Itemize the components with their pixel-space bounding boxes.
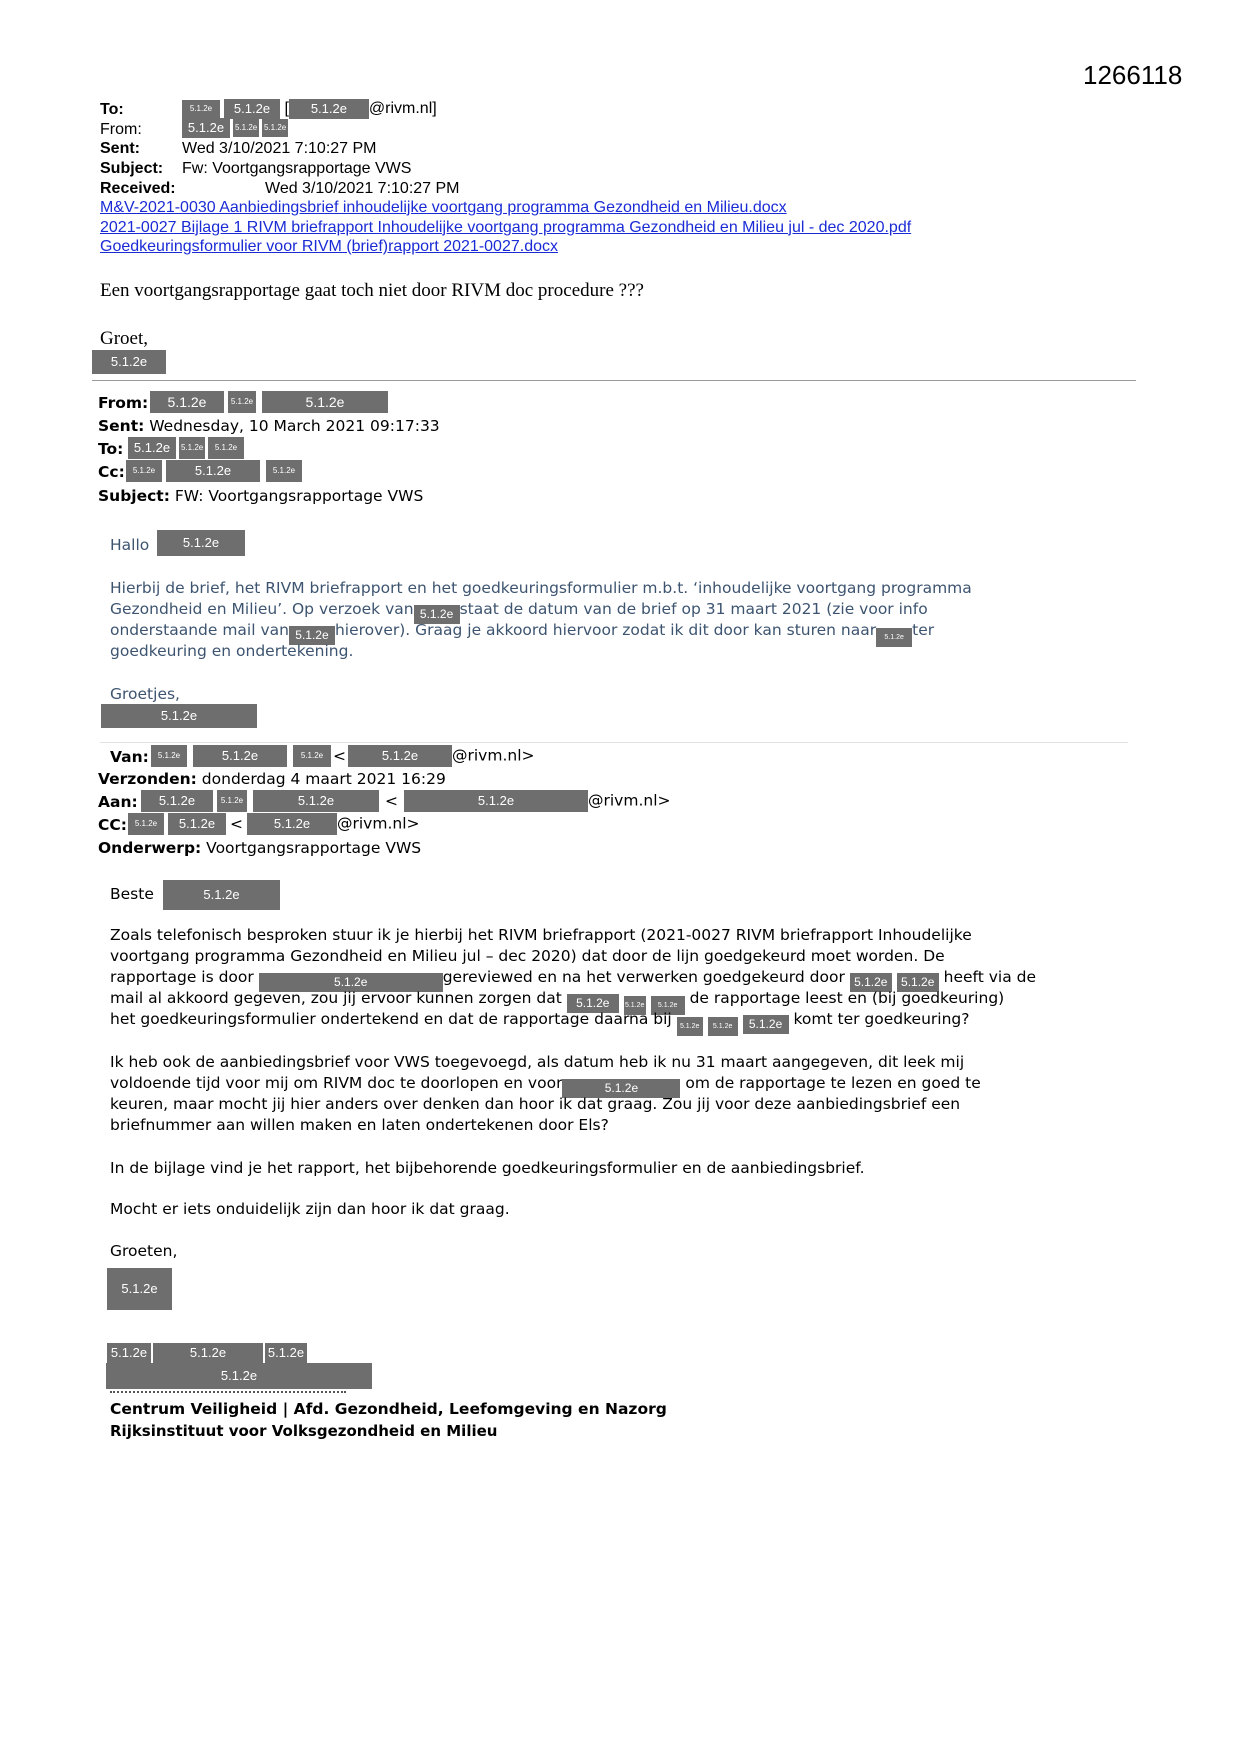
message3-greeting: Beste bbox=[110, 885, 154, 903]
signature-divider bbox=[110, 1391, 346, 1393]
redaction: 5.1.2e bbox=[224, 99, 280, 119]
message3-line: keuren, maar mocht jij hier anders over denken dan hoor ik dat graag. Zou jij voor deze aanbiedingsbrief een bbox=[110, 1095, 961, 1113]
redaction: 5.1.2e bbox=[208, 437, 244, 459]
header3-from-value: 5.1.2e 5.1.2e 5.1.2e < 5.1.2e @rivm.nl> bbox=[151, 745, 535, 767]
message3-line: Ik heb ook de aanbiedingsbrief voor VWS toegevoegd, als datum heb ik nu 31 maart aangegeven, dit leek mij bbox=[110, 1053, 965, 1071]
signature-redaction: 5.1.2e bbox=[92, 350, 166, 374]
message3-line: mail al akkoord gegeven, zou jij ervoor kunnen zorgen dat 5.1.2e 5.1.2e 5.1.2e de rapportage leest en (bij goedkeuring) bbox=[110, 988, 1004, 1015]
separator-line bbox=[100, 742, 1128, 743]
received-label: Received: bbox=[100, 180, 176, 197]
redaction: 5.1.2e bbox=[289, 626, 335, 645]
redaction: 5.1.2e bbox=[233, 119, 259, 137]
message3-line: Zoals telefonisch besproken stuur ik je hierbij het RIVM briefrapport (2021-0027 RIVM briefrapport Inhoudelijke bbox=[110, 926, 972, 944]
message3-line: het goedkeuringsformulier ondertekend en dat de rapportage daarna bij 5.1.2e 5.1.2e 5.1.2e komt ter goedkeuring? bbox=[110, 1009, 969, 1036]
redaction: 5.1.2e bbox=[128, 437, 176, 459]
redaction: 5.1.2e bbox=[348, 745, 452, 767]
message2-greeting: Hallo bbox=[110, 536, 150, 554]
redaction: 5.1.2e bbox=[151, 745, 187, 767]
header1-to-value: 5.1.2e 5.1.2e [ 5.1.2e @rivm.nl] bbox=[182, 99, 437, 119]
redaction: 5.1.2e bbox=[624, 996, 646, 1015]
redaction: 5.1.2e bbox=[182, 118, 230, 138]
to-label: To: bbox=[98, 440, 124, 458]
header1-received-value: Wed 3/10/2021 7:10:27 PM bbox=[265, 180, 460, 197]
header3-to-value: 5.1.2e 5.1.2e 5.1.2e < 5.1.2e @rivm.nl> bbox=[141, 790, 671, 812]
redaction: 5.1.2e bbox=[562, 1079, 680, 1098]
redaction: 5.1.2e bbox=[414, 605, 460, 624]
header1-to-row bbox=[100, 100, 124, 119]
message1-closing: Groet, bbox=[100, 328, 149, 349]
header3-cc-row bbox=[98, 815, 127, 837]
to-label: Aan: bbox=[98, 793, 138, 811]
redaction: 5.1.2e bbox=[876, 628, 912, 647]
subject-label: Subject: bbox=[98, 487, 170, 505]
separator-line bbox=[92, 380, 1136, 381]
to-email-domain: @rivm.nl> bbox=[588, 791, 671, 810]
header1-subject-value: Fw: Voortgangsrapportage VWS bbox=[182, 160, 412, 177]
header2-cc-row bbox=[98, 462, 125, 484]
redaction: 5.1.2e bbox=[217, 790, 247, 812]
header2-to-value bbox=[128, 437, 244, 459]
header3-to-row bbox=[98, 792, 138, 814]
redaction: 5.1.2e bbox=[182, 100, 220, 118]
header3-subject-row bbox=[98, 838, 421, 860]
subject-label: Onderwerp: bbox=[98, 839, 202, 857]
header1-subject-row bbox=[100, 159, 163, 178]
redaction: 5.1.2e bbox=[289, 99, 369, 119]
message3-closing: Groeten, bbox=[110, 1242, 178, 1260]
message3-line: Mocht er iets onduidelijk zijn dan hoor ik dat graag. bbox=[110, 1200, 510, 1218]
redaction: 5.1.2e bbox=[168, 813, 226, 835]
redaction: 5.1.2e bbox=[193, 745, 287, 767]
header1-received-row bbox=[100, 179, 176, 198]
message3-line: voortgang programma Gezondheid en Milieu jul – dec 2020) dat door de lijn goedgekeurd moet worden. De bbox=[110, 947, 945, 965]
attachment-list bbox=[100, 198, 911, 257]
sent-value: donderdag 4 maart 2021 16:29 bbox=[201, 770, 446, 788]
redaction: 5.1.2e bbox=[157, 530, 245, 556]
signature-department: Centrum Veiligheid | Afd. Gezondheid, Leefomgeving en Nazorg bbox=[110, 1400, 667, 1418]
from-label: Van: bbox=[110, 748, 149, 766]
redaction: 5.1.2e bbox=[179, 437, 205, 459]
header2-cc-value bbox=[126, 460, 302, 482]
message3-line: briefnummer aan willen maken en laten ondertekenen door Els? bbox=[110, 1116, 609, 1134]
subject-value: FW: Voortgangsrapportage VWS bbox=[174, 487, 424, 505]
message2-line: Gezondheid en Milieu’. Op verzoek van 5.1.2e staat de datum van de brief op 31 maart 2021 (zie voor info bbox=[110, 599, 928, 624]
message1-body: Een voortgangsrapportage gaat toch niet door RIVM doc procedure ??? bbox=[100, 280, 644, 301]
cc-label: Cc: bbox=[98, 463, 125, 481]
redaction: 5.1.2e bbox=[153, 1343, 263, 1363]
header2-from-value bbox=[150, 391, 388, 413]
signature-institute: Rijksinstituut voor Volksgezondheid en Milieu bbox=[110, 1422, 498, 1440]
message2-line: onderstaande mail van 5.1.2e hierover). Graag je akkoord hiervoor zodat ik dit door kan sturen naar 5.1.2e ter bbox=[110, 620, 934, 647]
redaction: 5.1.2e bbox=[266, 460, 302, 482]
redaction: 5.1.2e bbox=[850, 973, 892, 992]
message2-closing: Groetjes, bbox=[110, 685, 180, 703]
signature-redaction: 5.1.2e bbox=[101, 704, 257, 728]
document-number: 1266118 bbox=[1083, 60, 1183, 90]
redaction: 5.1.2e bbox=[253, 790, 379, 812]
redaction: 5.1.2e bbox=[107, 1343, 151, 1363]
header2-to-row bbox=[98, 439, 123, 461]
attachment-link[interactable]: Goedkeuringsformulier voor RIVM (brief)rapport 2021-0027.docx bbox=[100, 238, 558, 255]
header1-sent-value: Wed 3/10/2021 7:10:27 PM bbox=[182, 140, 377, 157]
redaction: 5.1.2e bbox=[141, 790, 213, 812]
redaction: 5.1.2e bbox=[677, 1017, 703, 1036]
subject-value: Voortgangsrapportage VWS bbox=[206, 839, 422, 857]
to-label: To: bbox=[100, 101, 124, 118]
message3-line: rapportage is door 5.1.2e gereviewed en na het verwerken goedgekeurd door 5.1.2e 5.1.2e heeft via de bbox=[110, 967, 1036, 992]
redaction: 5.1.2e bbox=[247, 813, 337, 835]
redaction: 5.1.2e bbox=[262, 391, 388, 413]
subject-label: Subject: bbox=[100, 160, 164, 177]
sent-value: Wednesday, 10 March 2021 09:17:33 bbox=[149, 417, 440, 435]
header3-sent-row bbox=[98, 769, 446, 791]
redaction: 5.1.2e bbox=[743, 1015, 789, 1034]
header2-from-row bbox=[98, 393, 148, 415]
redaction: 5.1.2e bbox=[126, 460, 162, 482]
redaction: 5.1.2e bbox=[293, 745, 331, 767]
header3-from-row bbox=[110, 747, 149, 769]
redaction: 5.1.2e bbox=[259, 973, 443, 992]
redaction: 5.1.2e bbox=[567, 994, 619, 1013]
redaction: 5.1.2e bbox=[708, 1017, 738, 1036]
signature-name-redactions bbox=[107, 1343, 307, 1363]
to-email-domain: @rivm.nl] bbox=[368, 100, 437, 117]
redaction: 5.1.2e bbox=[897, 973, 939, 992]
cc-label: CC: bbox=[98, 816, 127, 834]
message2-line: Hierbij de brief, het RIVM briefrapport en het goedkeuringsformulier m.b.t. ‘inhoudelijke voortgang programma bbox=[110, 579, 972, 597]
message3-line: voldoende tijd voor mij om RIVM doc te doorlopen en voor 5.1.2e om de rapportage te lezen en goed te bbox=[110, 1073, 981, 1098]
from-email-domain: @rivm.nl> bbox=[452, 746, 535, 765]
redaction: 5.1.2e bbox=[228, 391, 256, 413]
from-label: From: bbox=[98, 394, 149, 412]
attachment-link[interactable]: M&V-2021-0030 Aanbiedingsbrief inhoudelijke voortgang programma Gezondheid en Milieu.docx bbox=[100, 199, 787, 216]
signature-redaction: 5.1.2e bbox=[106, 1363, 372, 1389]
redaction: 5.1.2e bbox=[150, 391, 224, 413]
sent-label: Sent: bbox=[100, 140, 140, 157]
redaction: 5.1.2e bbox=[163, 880, 280, 910]
sent-label: Verzonden: bbox=[98, 770, 197, 788]
redaction: 5.1.2e bbox=[166, 460, 260, 482]
redaction: 5.1.2e bbox=[262, 119, 288, 137]
sent-label: Sent: bbox=[98, 417, 145, 435]
header1-from-value bbox=[182, 118, 288, 138]
message2-line: goedkeuring en ondertekening. bbox=[110, 642, 354, 660]
header3-cc-value: 5.1.2e 5.1.2e < 5.1.2e @rivm.nl> bbox=[128, 813, 420, 835]
header1-sent-row bbox=[100, 139, 140, 158]
redaction: 5.1.2e bbox=[404, 790, 588, 812]
cc-email-domain: @rivm.nl> bbox=[337, 814, 420, 833]
header2-sent-row bbox=[98, 416, 440, 438]
signature-redaction: 5.1.2e bbox=[107, 1268, 172, 1310]
header1-from-label: From: bbox=[100, 121, 142, 138]
header2-subject-row bbox=[98, 486, 423, 508]
message3-line: In de bijlage vind je het rapport, het bijbehorende goedkeuringsformulier en de aanbiedingsbrief. bbox=[110, 1159, 865, 1177]
redaction: 5.1.2e bbox=[128, 813, 164, 835]
redaction: 5.1.2e bbox=[265, 1343, 307, 1363]
attachment-link[interactable]: 2021-0027 Bijlage 1 RIVM briefrapport Inhoudelijke voortgang programma Gezondheid en Milieu jul - dec 2020.pdf bbox=[100, 218, 912, 236]
redaction: 5.1.2e bbox=[651, 996, 685, 1015]
